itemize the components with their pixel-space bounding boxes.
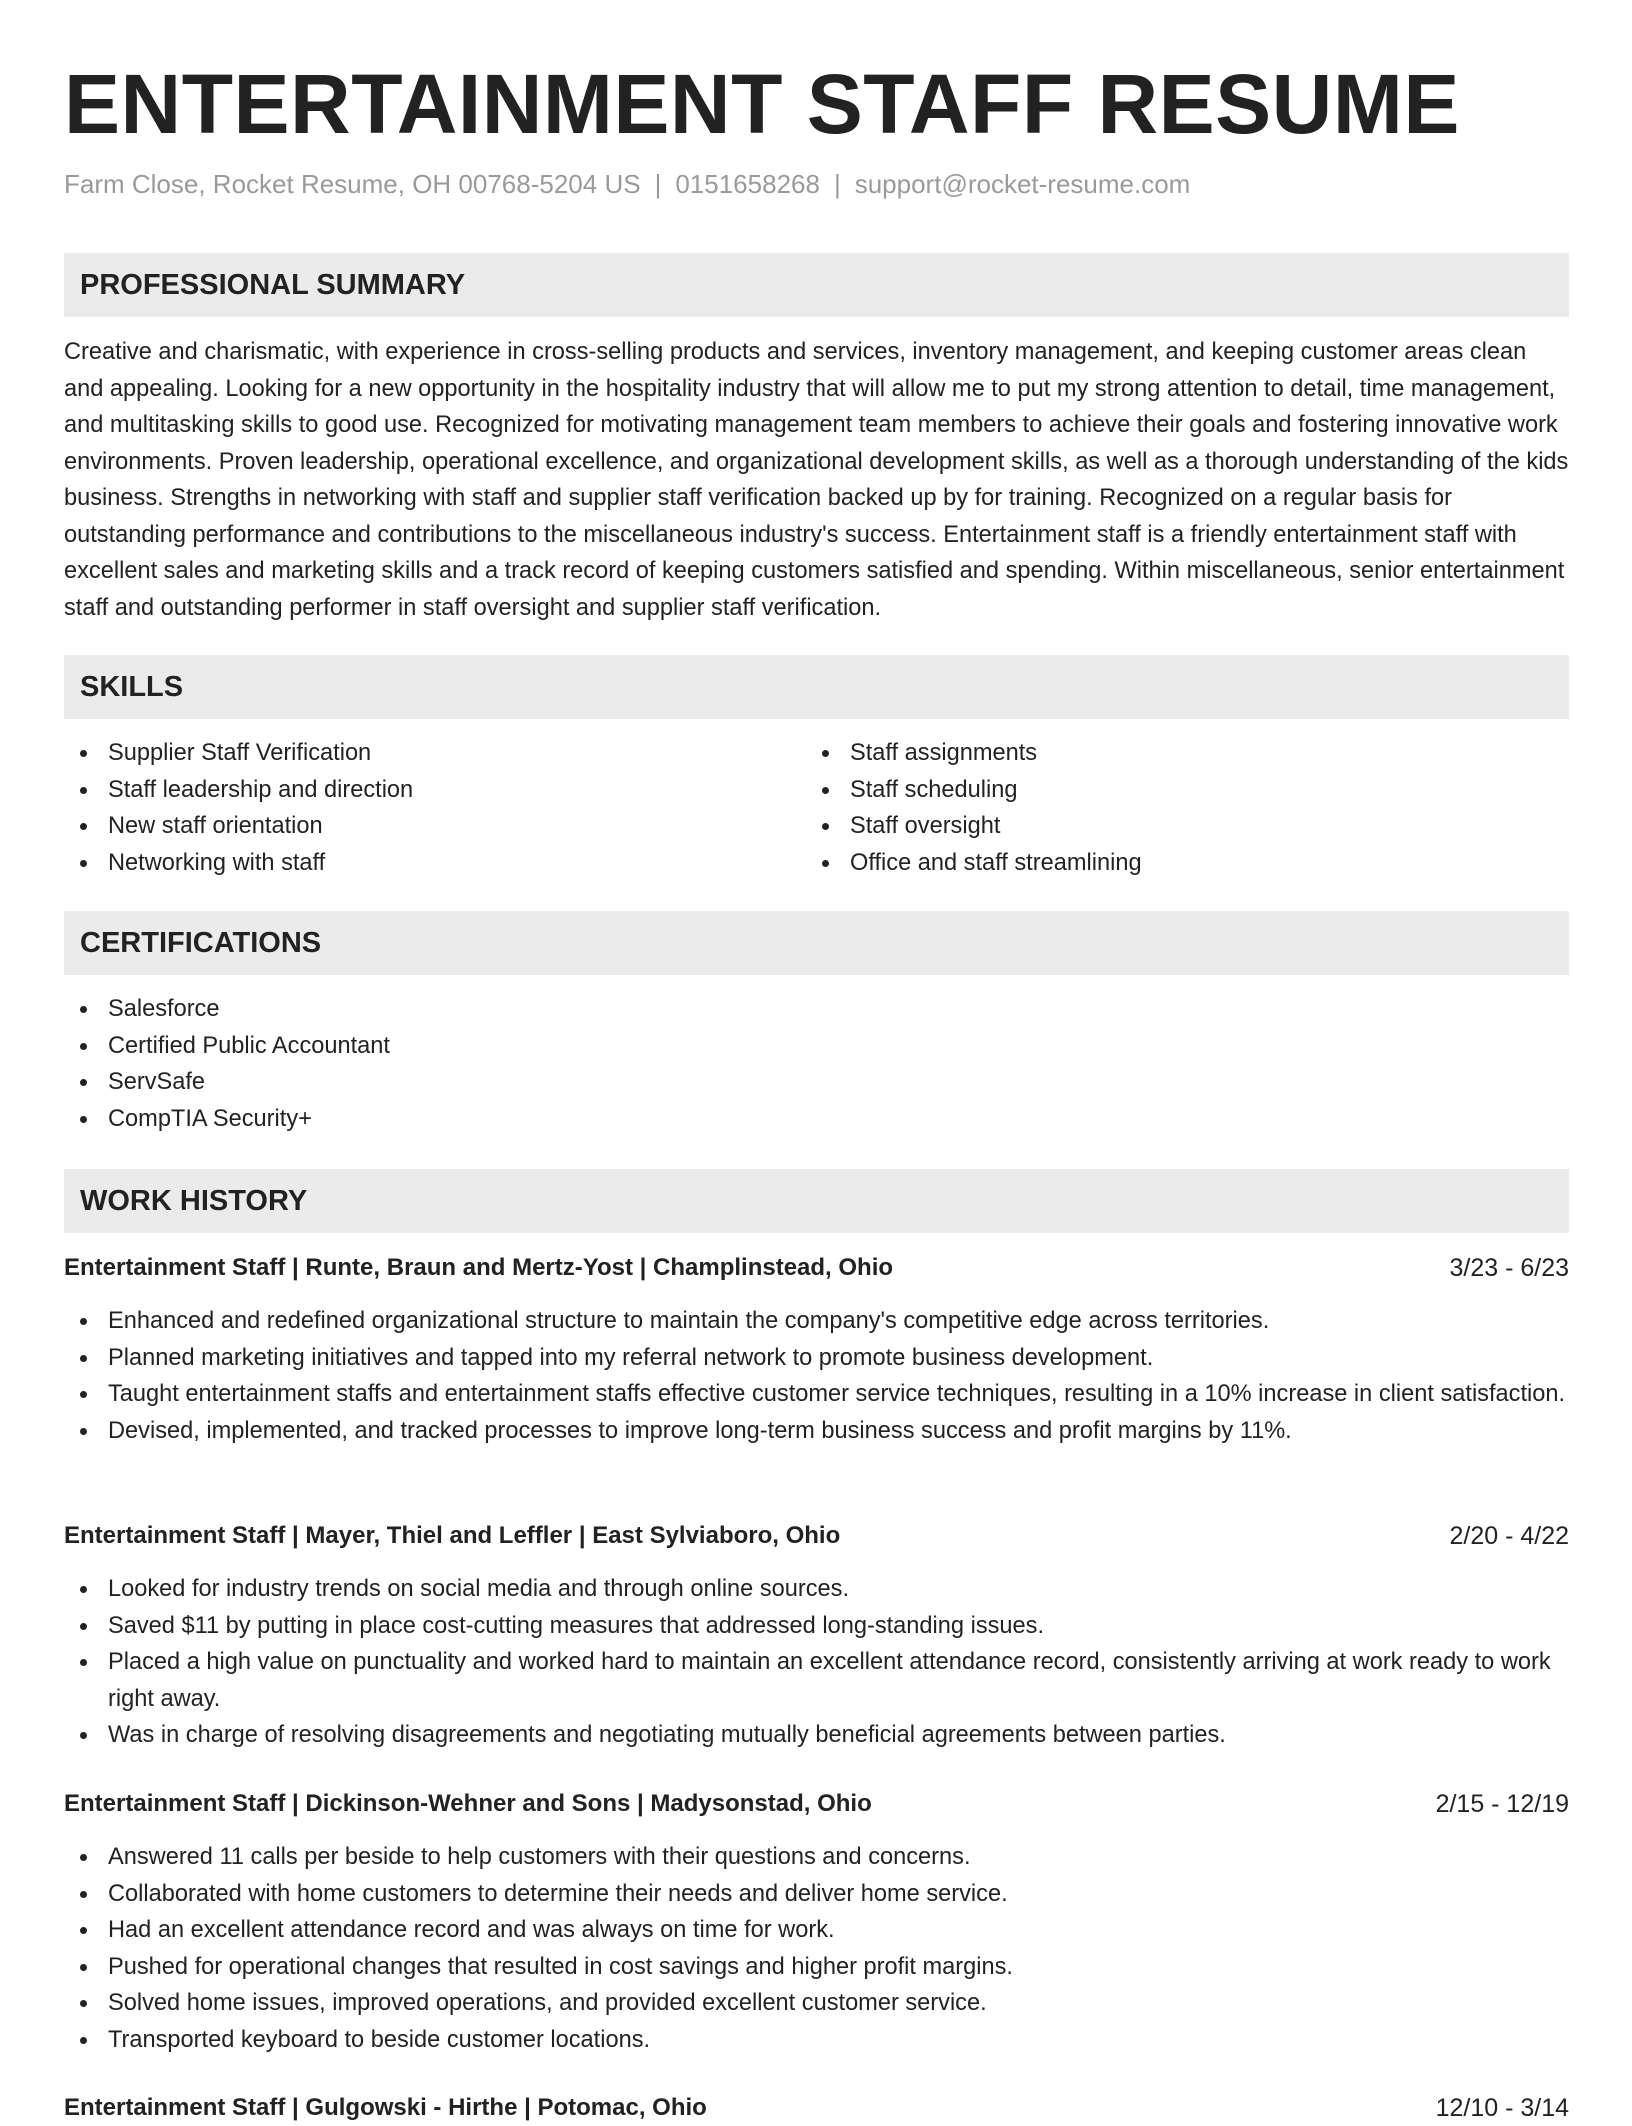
- job-bullet: Enhanced and redefined organizational structure to maintain the company's competitive edge across territories.: [64, 1303, 1569, 1340]
- summary-text: Creative and charismatic, with experience in cross-selling products and services, inventory management, and keeping customer areas clean and appealing. Looking for a new opportunity in the hospitality industry that will allow me to put my strong attention to detail, time management, and multitasking skills to good use. Recognized for motivating management team members to achieve their goals and fostering innovative work environments. Proven leadership, operational excellence, and organizational development skills, as well as a thorough understanding of the kids business. Strengths in networking with staff and supplier staff verification backed up by for training. Recognized on a regular basis for outstanding performance and contributions to the miscellaneous industry's success. Entertainment staff is a friendly entertainment staff with excellent sales and marketing skills and a track record of keeping customers satisfied and spending. Within miscellaneous, senior entertainment staff and outstanding performer in staff oversight and supplier staff verification.: [64, 339, 1569, 621]
- certifications-block: [64, 991, 1064, 1137]
- job-bullet: Looked for industry trends on social media and through online sources.: [64, 1571, 1569, 1608]
- skill-item: Networking with staff: [64, 845, 764, 882]
- contact-separator: |: [654, 169, 662, 199]
- job-dates: 2/15 - 12/19: [1435, 1790, 1569, 1818]
- job-bullet: Had an excellent attendance record and was always on time for work.: [64, 1912, 1569, 1949]
- job-bullets: [64, 1303, 1569, 1449]
- contact-address: Farm Close, Rocket Resume, OH 00768-5204 US: [64, 169, 641, 199]
- certifications-list: [64, 991, 1064, 1137]
- job-entry: [64, 1786, 1569, 2058]
- section-header-skills: SKILLS: [64, 655, 1569, 719]
- job-bullet: Solved home issues, improved operations, and provided excellent customer service.: [64, 1985, 1569, 2022]
- job-bullet: Pushed for operational changes that resulted in cost savings and higher profit margins.: [64, 1949, 1569, 1986]
- job-bullets: [64, 1839, 1569, 2058]
- skills-list-right: [806, 735, 1506, 881]
- section-header-summary: PROFESSIONAL SUMMARY: [64, 253, 1569, 317]
- job-dates: 2/20 - 4/22: [1449, 1522, 1569, 1550]
- skill-item: Supplier Staff Verification: [64, 735, 764, 772]
- job-heading: [64, 1518, 1569, 1554]
- job-dates: 3/23 - 6/23: [1449, 1254, 1569, 1282]
- job-title: Entertainment Staff | Mayer, Thiel and Leffler | East Sylviaboro, Ohio: [64, 1522, 841, 1549]
- section-header-work-history: WORK HISTORY: [64, 1169, 1569, 1233]
- certification-item: CompTIA Security+: [64, 1101, 1064, 1138]
- job-title: Entertainment Staff | Gulgowski - Hirthe | Potomac, Ohio: [64, 2094, 707, 2121]
- job-bullet: Transported keyboard to beside customer locations.: [64, 2022, 1569, 2059]
- skill-item: Staff oversight: [806, 808, 1506, 845]
- job-bullet: Saved $11 by putting in place cost-cutting measures that addressed long-standing issues.: [64, 1608, 1569, 1645]
- skill-item: Staff scheduling: [806, 772, 1506, 809]
- skill-item: Staff assignments: [806, 735, 1506, 772]
- job-entry: [64, 2090, 1569, 2126]
- job-dates: 12/10 - 3/14: [1435, 2094, 1569, 2122]
- skill-item: Staff leadership and direction: [64, 772, 764, 809]
- skills-left-column: [64, 735, 764, 881]
- contact-line: [64, 166, 1190, 202]
- job-bullet: Collaborated with home customers to determine their needs and deliver home service.: [64, 1876, 1569, 1913]
- certification-item: Salesforce: [64, 991, 1064, 1028]
- job-heading: [64, 1250, 1569, 1286]
- skills-right-column: [806, 735, 1506, 881]
- resume-title: ENTERTAINMENT STAFF RESUME: [64, 57, 1460, 151]
- job-entry: [64, 1250, 1569, 1449]
- job-bullet: Devised, implemented, and tracked processes to improve long-term business success and profit margins by 11%.: [64, 1413, 1569, 1450]
- job-bullet: Was in charge of resolving disagreements and negotiating mutually beneficial agreements between parties.: [64, 1717, 1569, 1754]
- skill-item: Office and staff streamlining: [806, 845, 1506, 882]
- job-bullet: Taught entertainment staffs and entertainment staffs effective customer service techniques, resulting in a 10% increase in client satisfaction.: [64, 1376, 1569, 1413]
- job-bullets: [64, 1571, 1569, 1754]
- job-bullet: Planned marketing initiatives and tapped into my referral network to promote business development.: [64, 1340, 1569, 1377]
- section-header-certifications: CERTIFICATIONS: [64, 911, 1569, 975]
- job-title: Entertainment Staff | Runte, Braun and Mertz-Yost | Champlinstead, Ohio: [64, 1254, 894, 1281]
- job-heading: [64, 2090, 1569, 2126]
- skills-list-left: [64, 735, 764, 881]
- certification-item: Certified Public Accountant: [64, 1028, 1064, 1065]
- job-entry: [64, 1518, 1569, 1754]
- job-heading: [64, 1786, 1569, 1822]
- contact-email[interactable]: support@rocket-resume.com: [854, 169, 1191, 199]
- job-title: Entertainment Staff | Dickinson-Wehner and Sons | Madysonstad, Ohio: [64, 1790, 872, 1817]
- skill-item: New staff orientation: [64, 808, 764, 845]
- job-bullet: Placed a high value on punctuality and worked hard to maintain an excellent attendance record, consistently arriving at work ready to work right away.: [64, 1644, 1569, 1717]
- contact-phone: 0151658268: [675, 169, 820, 199]
- contact-separator: |: [833, 169, 841, 199]
- certification-item: ServSafe: [64, 1064, 1064, 1101]
- job-bullet: Answered 11 calls per beside to help customers with their questions and concerns.: [64, 1839, 1569, 1876]
